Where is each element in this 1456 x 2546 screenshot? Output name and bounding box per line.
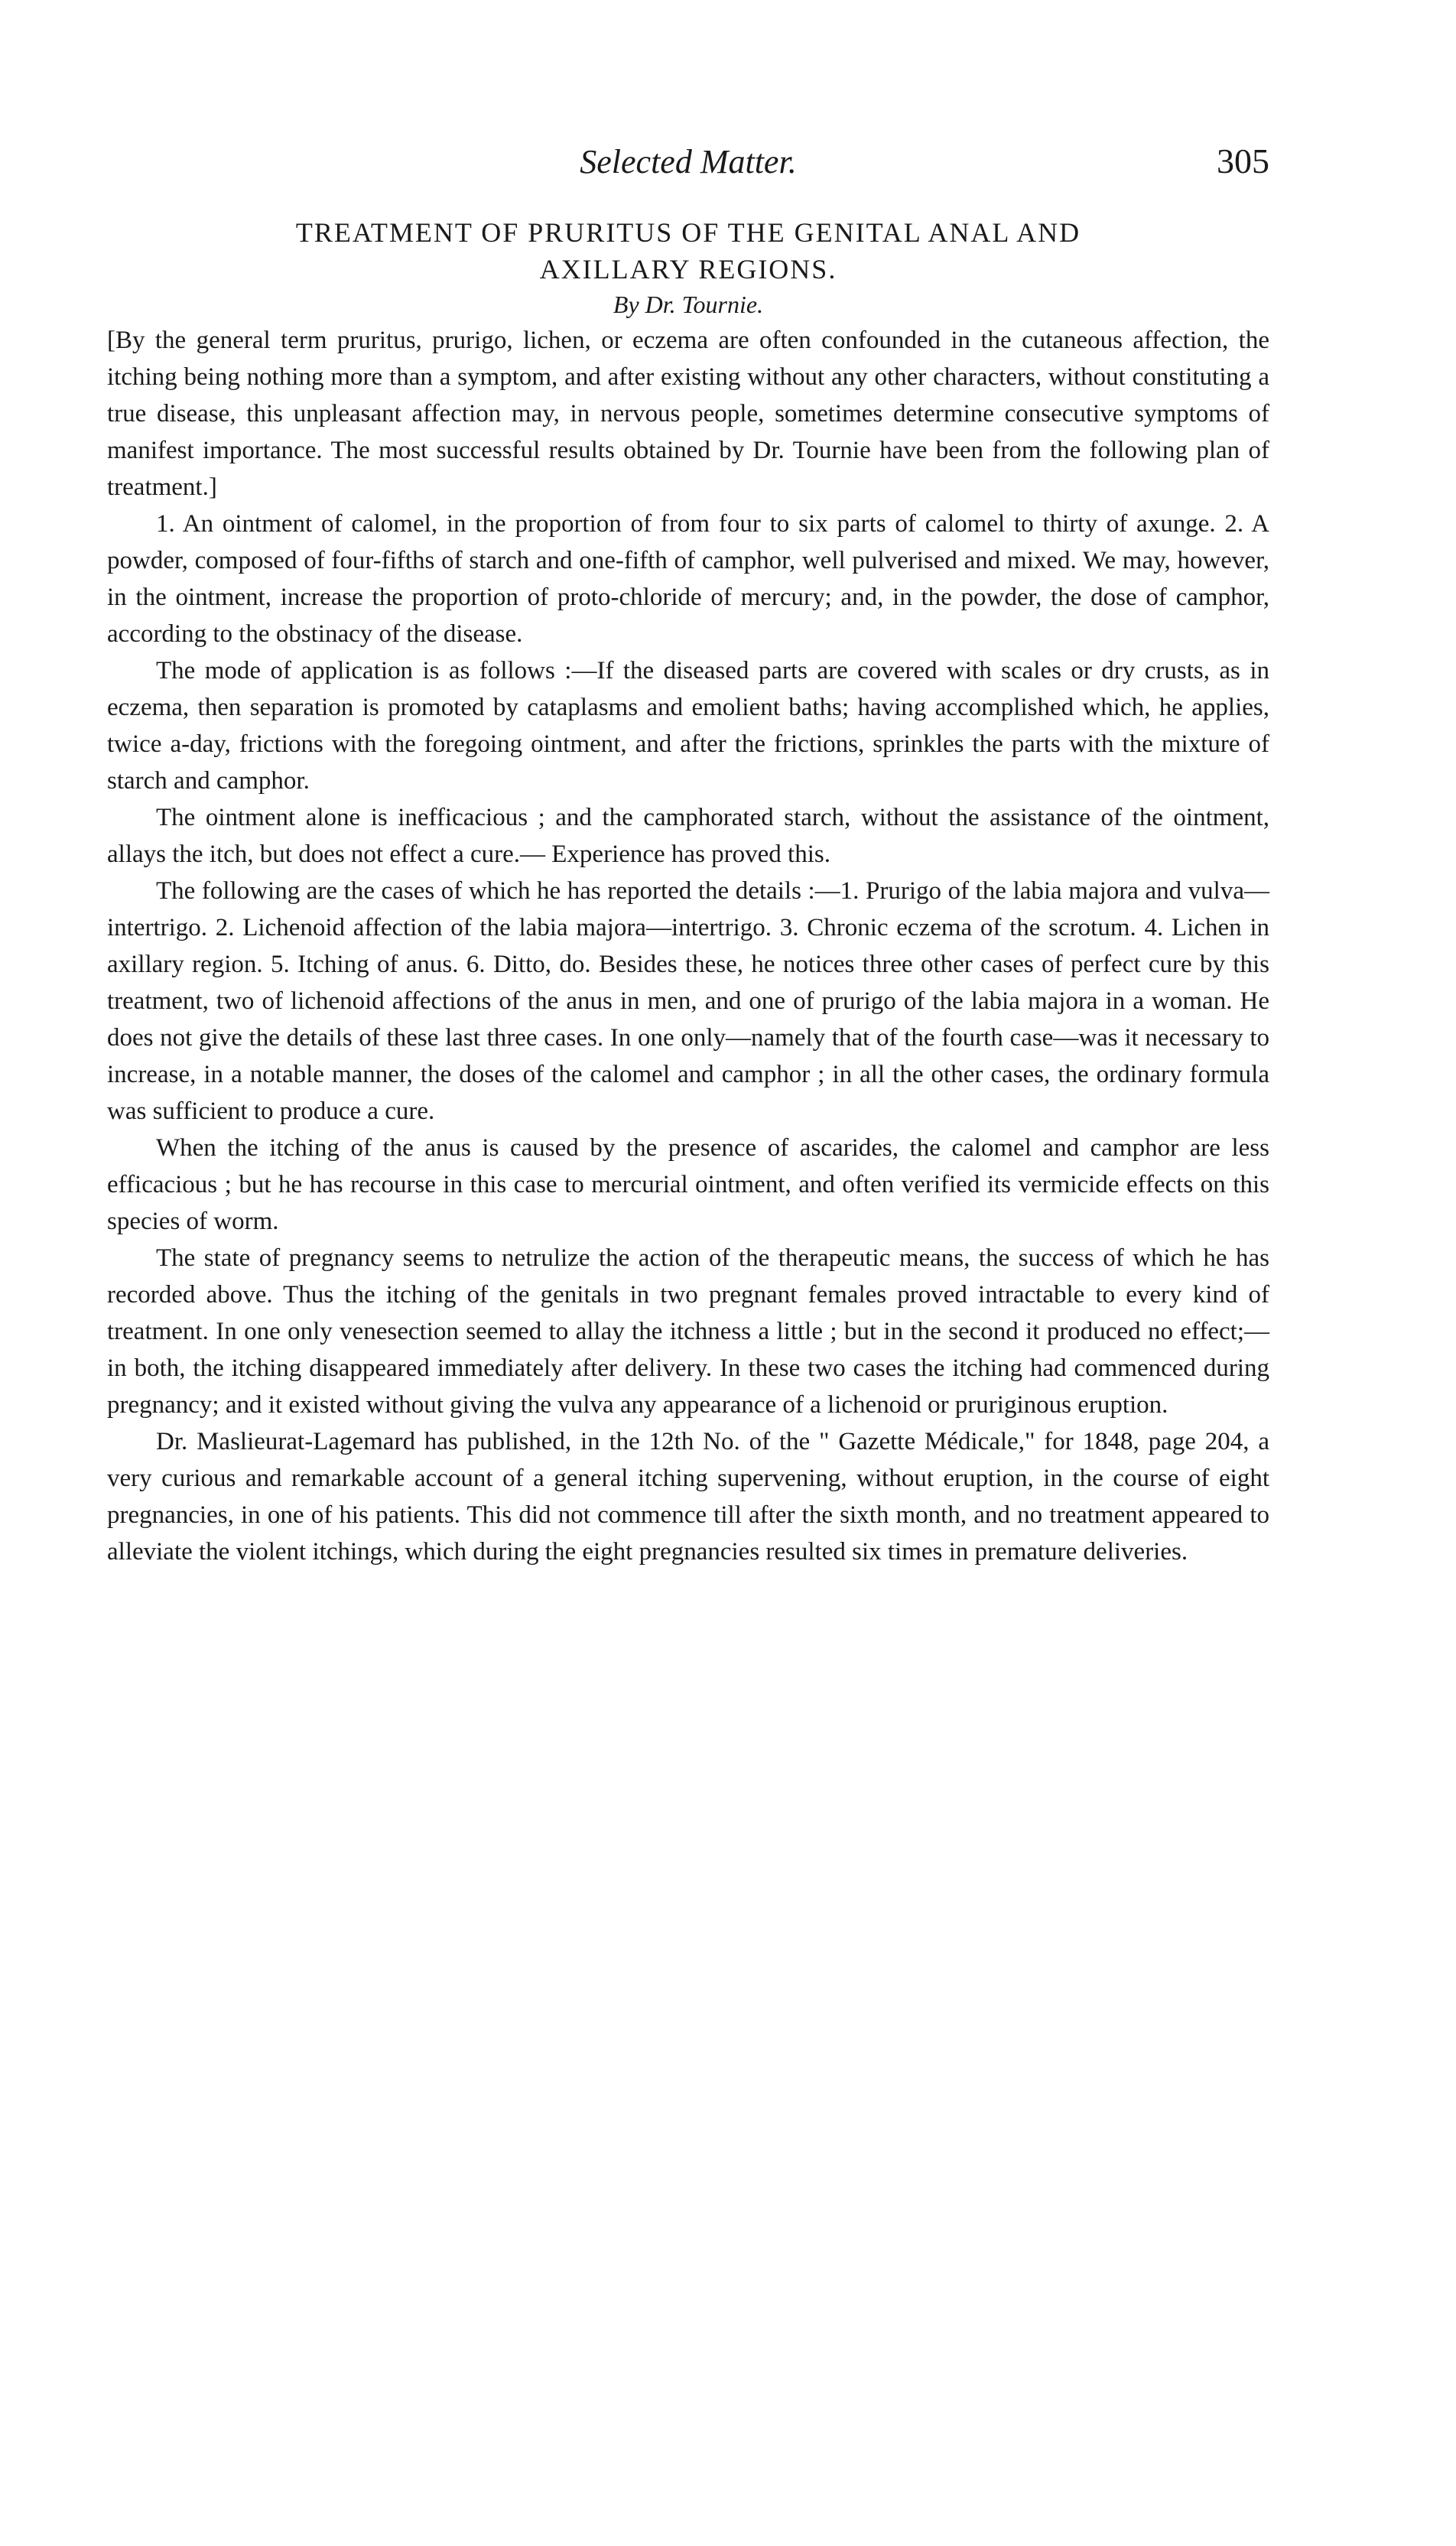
running-title: Selected Matter. <box>580 143 797 180</box>
article-title-line-1: TREATMENT OF PRURITUS OF THE GENITAL ANAL AND <box>295 217 1081 248</box>
paragraph-intro: [By the general term pruritus, prurigo, lichen, or eczema are often confounded in the cutaneous affection, the itching being nothing more than a symptom, and after existing without any other characters, without constituting a true disease, this unpleasant affection may, in nervous people, sometimes determine consecutive symptoms of manifest importance. The most successful results obtained by Dr. Tournie have been from the following plan of treatment.] <box>107 327 1269 501</box>
paragraph-pregnancy: The state of pregnancy seems to netrulize the action of the therapeutic means, the success of which he has recorded above. Thus the itching of the genitals in two pregnant females proved intractable to every kind of treatment. In one only venesection seemed to allay the itchness a little ; but in the second it produced no effect;—in both, the itching disappeared immediately after delivery. In these two cases the itching had commenced during pregnancy; and it existed without giving the vulva any appearance of a lichenoid or pruriginous eruption. <box>107 1244 1269 1419</box>
paragraph-gazette-medicale: Dr. Maslieurat-Lagemard has published, in the 12th No. of the " Gazette Médicale," for 1848, page 204, a very curious and remarkable account of a general itching supervening, without eruption, in the course of eight pregnancies, in one of his patients. This did not commence till after the sixth month, and no treatment appeared to alleviate the violent itchings, which during the eight pregnancies resulted six times in premature deliveries. <box>107 1428 1269 1566</box>
article-title-line-2: AXILLARY REGIONS. <box>539 254 837 285</box>
byline: By Dr. Tournie. <box>613 291 764 318</box>
page-number: 305 <box>1217 141 1269 180</box>
paragraph-ascarides: When the itching of the anus is caused by the presence of ascarides, the calomel and camphor are less efficacious ; but he has recourse in this case to mercurial ointment, and often verified its vermicide effects on this species of worm. <box>107 1134 1269 1235</box>
paragraph-reported-cases: The following are the cases of which he has reported the details :—1. Prurigo of the labia majora and vulva—intertrigo. 2. Lichenoid affection of the labia majora—intertrigo. 3. Chronic eczema of the scrotum. 4. Lichen in axillary region. 5. Itching of anus. 6. Ditto, do. Besides these, he notices three other cases of perfect cure by this treatment, two of lichenoid affections of the anus in men, and one of prurigo of the labia majora in a woman. He does not give the details of these last three cases. In one only—namely that of the fourth case—was it necessary to increase, in a notable manner, the doses of the calomel and camphor ; in all the other cases, the ordinary formula was sufficient to produce a cure. <box>107 877 1269 1125</box>
paragraph-mode-of-application: The mode of application is as follows :—If the diseased parts are covered with scales or dry crusts, as in eczema, then separation is promoted by cataplasms and emolient baths; having accomplished which, he applies, twice a-day, frictions with the foregoing ointment, and after the frictions, sprinkles the parts with the mixture of starch and camphor. <box>107 657 1269 795</box>
page <box>107 138 1269 1570</box>
paragraph-ointment-alone: The ointment alone is inefficacious ; and the camphorated starch, without the assistance of the ointment, allays the itch, but does not effect a cure.— Experience has proved this. <box>107 804 1269 868</box>
article-title <box>107 214 1269 288</box>
article-body <box>107 322 1269 1570</box>
running-head <box>107 138 1269 199</box>
paragraph-ointment-and-powder: 1. An ointment of calomel, in the proportion of from four to six parts of calomel to thirty of axunge. 2. A powder, composed of four-fifths of starch and one-fifth of camphor, well pulverised and mixed. We may, however, in the ointment, increase the proportion of proto-chloride of mercury; and, in the powder, the dose of camphor, according to the obstinacy of the disease. <box>107 510 1269 648</box>
